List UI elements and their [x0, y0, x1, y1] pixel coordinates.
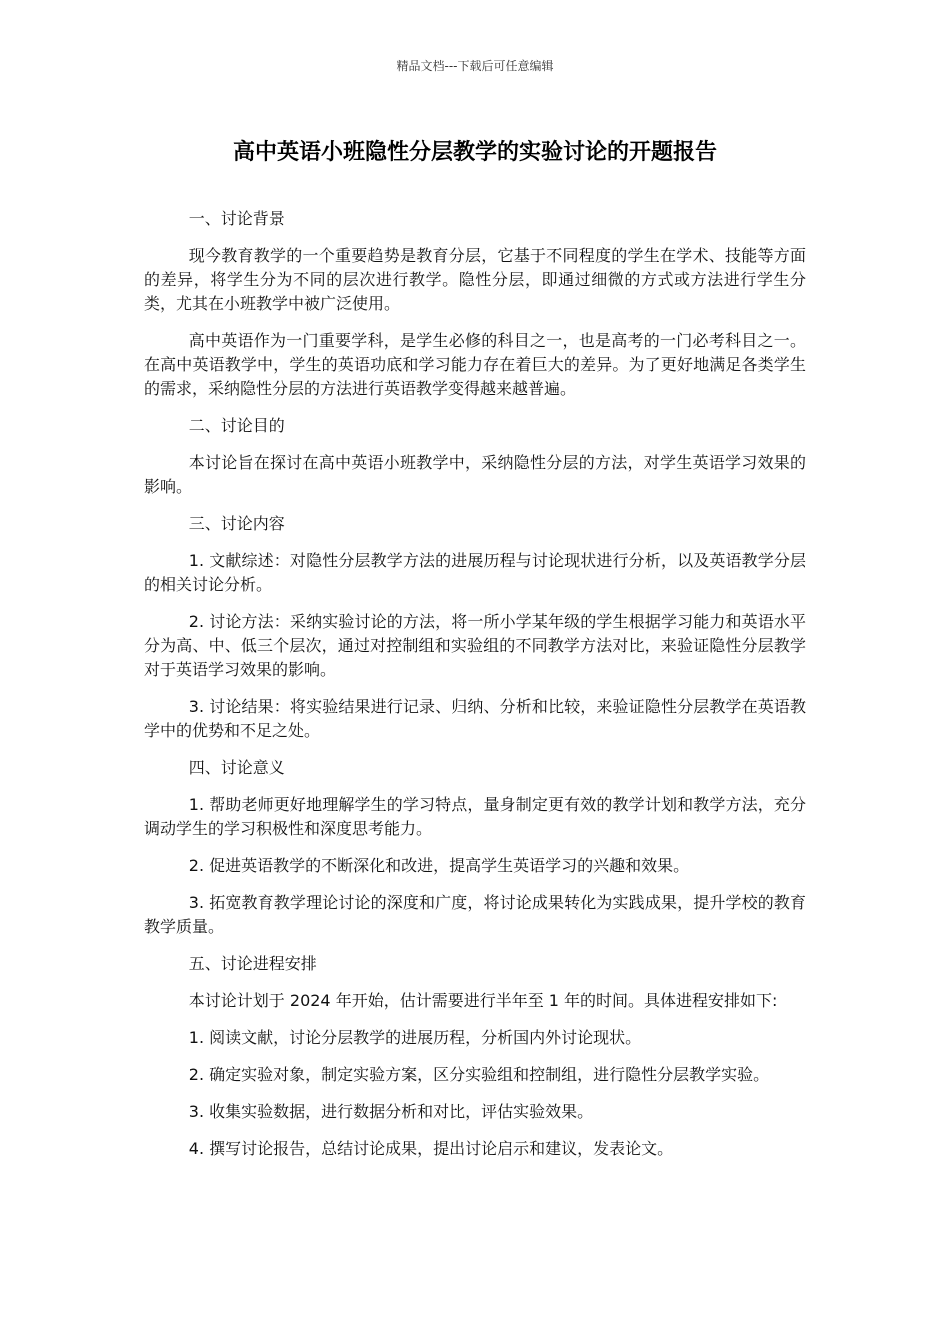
section-heading-significance: 四、讨论意义 — [188, 758, 285, 777]
section-heading-purpose: 二、讨论目的 — [188, 416, 285, 435]
document-title: 高中英语小班隐性分层教学的实验讨论的开题报告 — [232, 140, 717, 165]
paragraph-background-1: 现今教育教学的一个重要趋势是教育分层，它基于不同程度的学生在学术、技能等方面的差异，将学生分为不同的层次进行教学。隐性分层，即通过细微的方式或方法进行学生分类，尤其在小班教学中被广泛使用。 — [144, 246, 806, 313]
list-item-schedule-3: 3. 收集实验数据，进行数据分析和对比，评估实验效果。 — [188, 1102, 594, 1121]
list-item-content-1: 1. 文献综述：对隐性分层教学方法的进展历程与讨论现状进行分析，以及英语教学分层的相关讨论分析。 — [144, 551, 806, 594]
document-body — [144, 207, 806, 1174]
list-item-schedule-1: 1. 阅读文献，讨论分层教学的进展历程，分析国内外讨论现状。 — [188, 1028, 642, 1047]
paragraph-purpose: 本讨论旨在探讨在高中英语小班教学中，采纳隐性分层的方法，对学生英语学习效果的影响。 — [144, 453, 806, 496]
paragraph-background-2: 高中英语作为一门重要学科，是学生必修的科目之一，也是高考的一门必考科目之一。在高中英语教学中，学生的英语功底和学习能力存在着巨大的差异。为了更好地满足各类学生的需求，采纳隐性分层的方法进行英语教学变得越来越普遍。 — [144, 331, 806, 398]
list-item-content-3: 3. 讨论结果：将实验结果进行记录、归纳、分析和比较，来验证隐性分层教学在英语教学中的优势和不足之处。 — [144, 697, 806, 740]
header-note: 精品文档---下载后可任意编辑 — [396, 59, 554, 73]
list-item-significance-3: 3. 拓宽教育教学理论讨论的深度和广度，将讨论成果转化为实践成果，提升学校的教育教学质量。 — [144, 893, 806, 936]
section-heading-content: 三、讨论内容 — [188, 514, 285, 533]
list-item-significance-2: 2. 促进英语教学的不断深化和改进，提高学生英语学习的兴趣和效果。 — [188, 856, 690, 875]
section-heading-background: 一、讨论背景 — [188, 209, 285, 228]
list-item-schedule-2: 2. 确定实验对象，制定实验方案，区分实验组和控制组，进行隐性分层教学实验。 — [188, 1065, 770, 1084]
paragraph-schedule: 本讨论计划于 2024 年开始，估计需要进行半年至 1 年的时间。具体进程安排如下: — [188, 991, 778, 1010]
list-item-content-2: 2. 讨论方法：采纳实验讨论的方法，将一所小学某年级的学生根据学习能力和英语水平分为高、中、低三个层次，通过对控制组和实验组的不同教学方法对比，来验证隐性分层教学对于英语学习效果的影响。 — [144, 612, 806, 679]
section-heading-schedule: 五、讨论进程安排 — [188, 954, 317, 973]
list-item-significance-1: 1. 帮助老师更好地理解学生的学习特点，量身制定更有效的教学计划和教学方法，充分调动学生的学习积极性和深度思考能力。 — [144, 795, 806, 838]
list-item-schedule-4: 4. 撰写讨论报告，总结讨论成果，提出讨论启示和建议，发表论文。 — [188, 1139, 674, 1158]
